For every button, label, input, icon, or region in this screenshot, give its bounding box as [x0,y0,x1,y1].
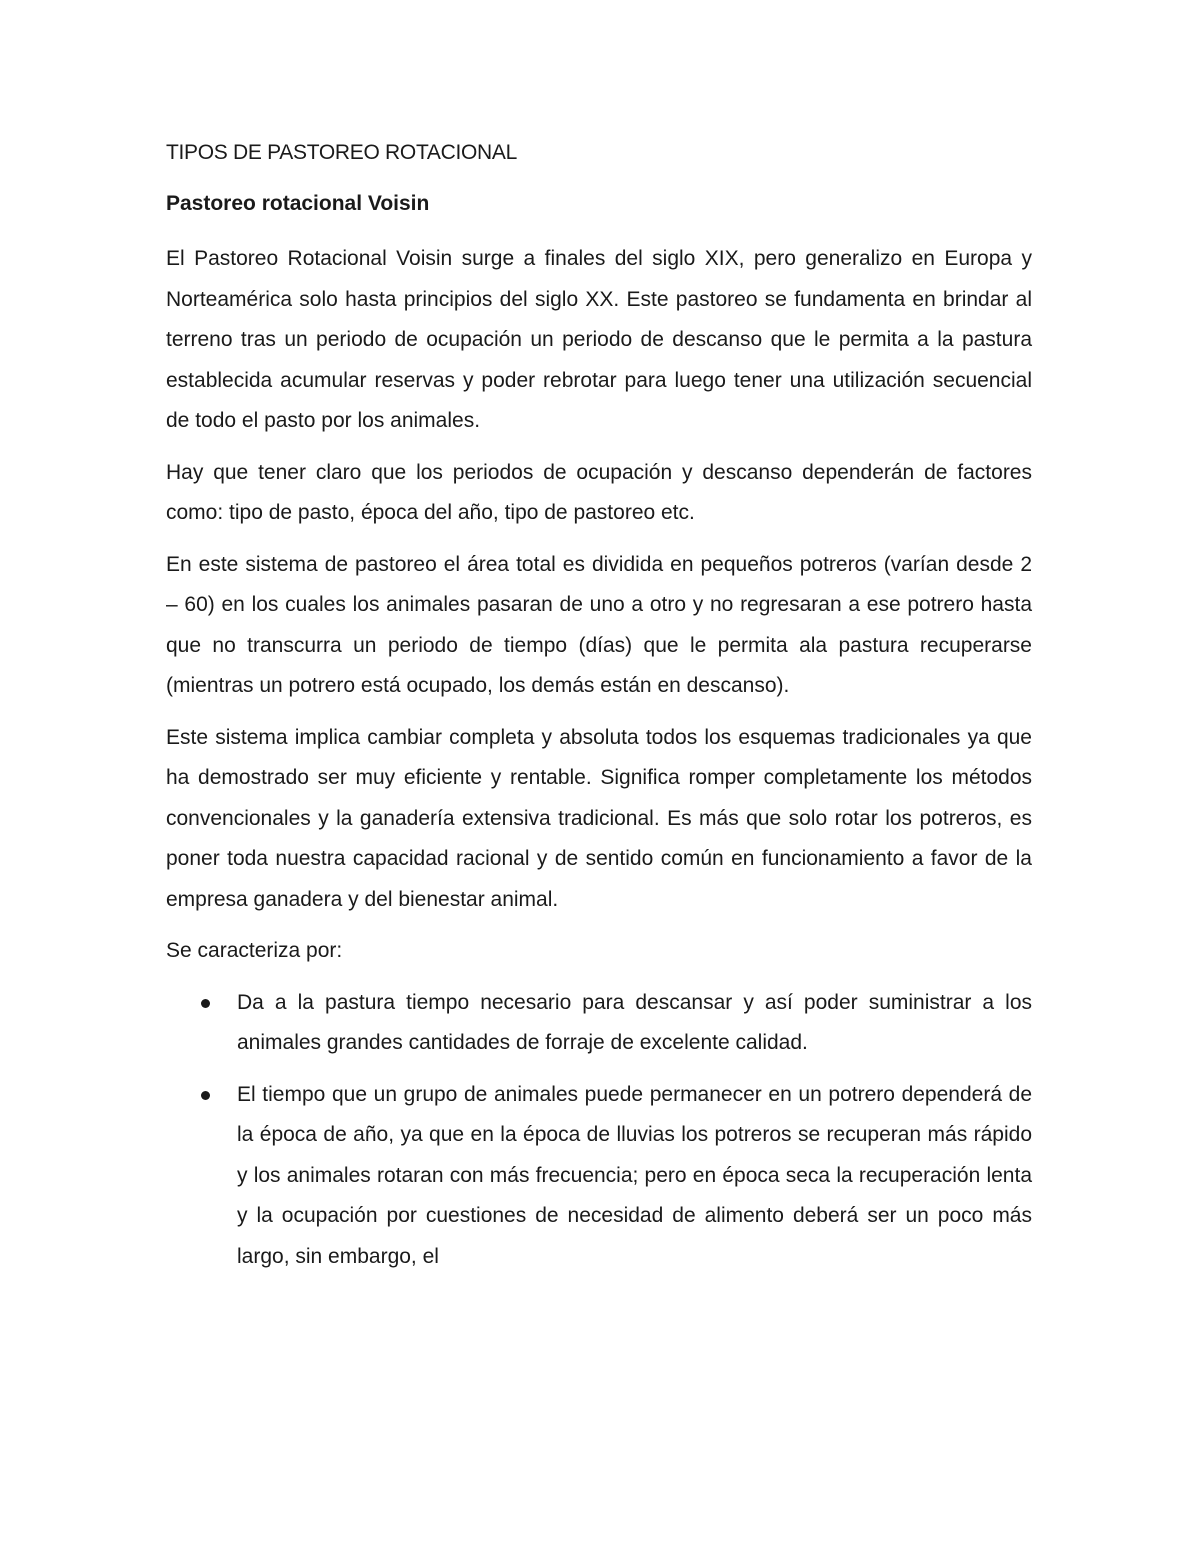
list-item [166,1075,1032,1278]
bullet-icon [201,1091,210,1100]
document-body [166,137,1032,1288]
list-item-text: Da a la pastura tiempo necesario para descansar y así poder suministrar a los animales grandes cantidades de forraje de excelente calidad. [237,990,1032,1054]
section-heading: Pastoreo rotacional Voisin [166,192,430,215]
paragraph-1: El Pastoreo Rotacional Voisin surge a finales del siglo XIX, pero generalizo en Europa y Norteamérica solo hasta principios del siglo XX. Este pastoreo se fundamenta en brindar al terreno tras un periodo de ocupación un periodo de descanso que le permita a la pastura establecida acumular reservas y poder rebrotar para luego tener una utilización secuencial de todo el pasto por los animales. [166,247,1032,432]
bullet-list [166,983,1032,1278]
list-intro: Se caracteriza por: [166,939,343,962]
document-title: TIPOS DE PASTOREO ROTACIONAL [166,141,517,164]
bullet-icon [201,999,210,1008]
paragraph-3: En este sistema de pastoreo el área total es dividida en pequeños potreros (varían desde 2 – 60) en los cuales los animales pasaran de uno a otro y no regresaran a ese potrero hasta que no transcurra un periodo de tiempo (días) que le permita ala pastura recuperarse (mientras un potrero está ocupado, los demás están en descanso). [166,552,1032,697]
paragraph-2: Hay que tener claro que los periodos de ocupación y descanso dependerán de factores como: tipo de pasto, época del año, tipo de pastoreo etc. [166,460,1032,524]
list-item [166,983,1032,1064]
paragraph-4: Este sistema implica cambiar completa y absoluta todos los esquemas tradicionales ya que ha demostrado ser muy eficiente y rentable. Significa romper completamente los métodos convencionales y la ganadería extensiva tradicional. Es más que solo rotar los potreros, es poner toda nuestra capacidad racional y de sentido común en funcionamiento a favor de la empresa ganadera y del bienestar animal. [166,725,1032,911]
list-item-text: El tiempo que un grupo de animales puede permanecer en un potrero dependerá de la época de año, ya que en la época de lluvias los potreros se recuperan más rápido y los animales rotaran con más frecuencia; pero en época seca la recuperación lenta y la ocupación por cuestiones de necesidad de alimento deberá ser un poco más largo, sin embargo, el [237,1082,1032,1268]
